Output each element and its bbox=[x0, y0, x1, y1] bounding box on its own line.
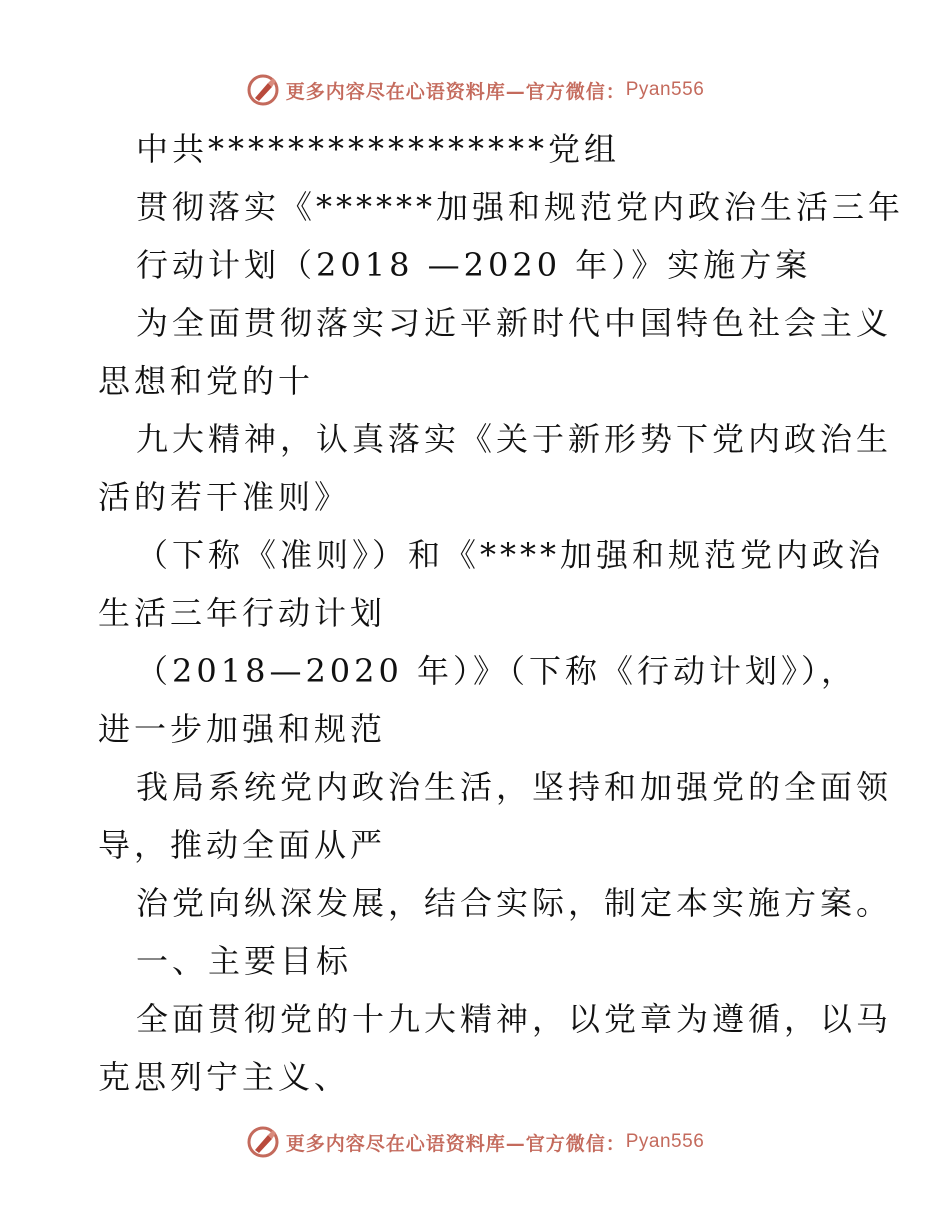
text-line: 一、主要目标 bbox=[136, 942, 353, 980]
watermark-text: 更多内容尽在心语资料库—官方微信： bbox=[285, 80, 626, 103]
text-line: 活的若干准则》 bbox=[98, 478, 351, 516]
text-line: 治党向纵深发展，结合实际，制定本实施方案。 bbox=[136, 884, 893, 922]
text-line: 中共*****************党组 bbox=[136, 130, 621, 168]
text-line: 思想和党的十 bbox=[98, 362, 315, 400]
document-body bbox=[98, 120, 905, 1106]
text-line: （2018—2020 年）》（下称《行动计划》）， bbox=[136, 652, 858, 690]
text-line: 克思列宁主义、 bbox=[98, 1058, 351, 1096]
footer-watermark bbox=[0, 1122, 950, 1162]
text-line: 行动计划（2018 —2020 年）》实施方案 bbox=[136, 246, 812, 284]
text-line: 进一步加强和规范 bbox=[98, 710, 387, 748]
watermark-wechat-id: Pyan556 bbox=[625, 79, 705, 100]
fountain-pen-logo-icon bbox=[246, 73, 280, 107]
text-line: 贯彻落实《******加强和规范党内政治生活三年 bbox=[136, 188, 905, 226]
text-line: （下称《准则》）和《****加强和规范党内政治 bbox=[136, 536, 885, 574]
watermark-wechat-id: Pyan556 bbox=[625, 1131, 705, 1152]
text-line: 我局系统党内政治生活，坚持和加强党的全面领 bbox=[136, 768, 893, 806]
text-line: 导，推动全面从严 bbox=[98, 826, 387, 864]
header-watermark bbox=[0, 70, 950, 110]
fountain-pen-logo-icon bbox=[246, 1125, 280, 1159]
text-line: 为全面贯彻落实习近平新时代中国特色社会主义 bbox=[136, 304, 893, 342]
text-line: 生活三年行动计划 bbox=[98, 594, 387, 632]
text-line: 全面贯彻党的十九大精神，以党章为遵循，以马 bbox=[136, 1000, 893, 1038]
watermark-text: 更多内容尽在心语资料库—官方微信： bbox=[285, 1132, 626, 1155]
text-line: 九大精神，认真落实《关于新形势下党内政治生 bbox=[136, 420, 893, 458]
